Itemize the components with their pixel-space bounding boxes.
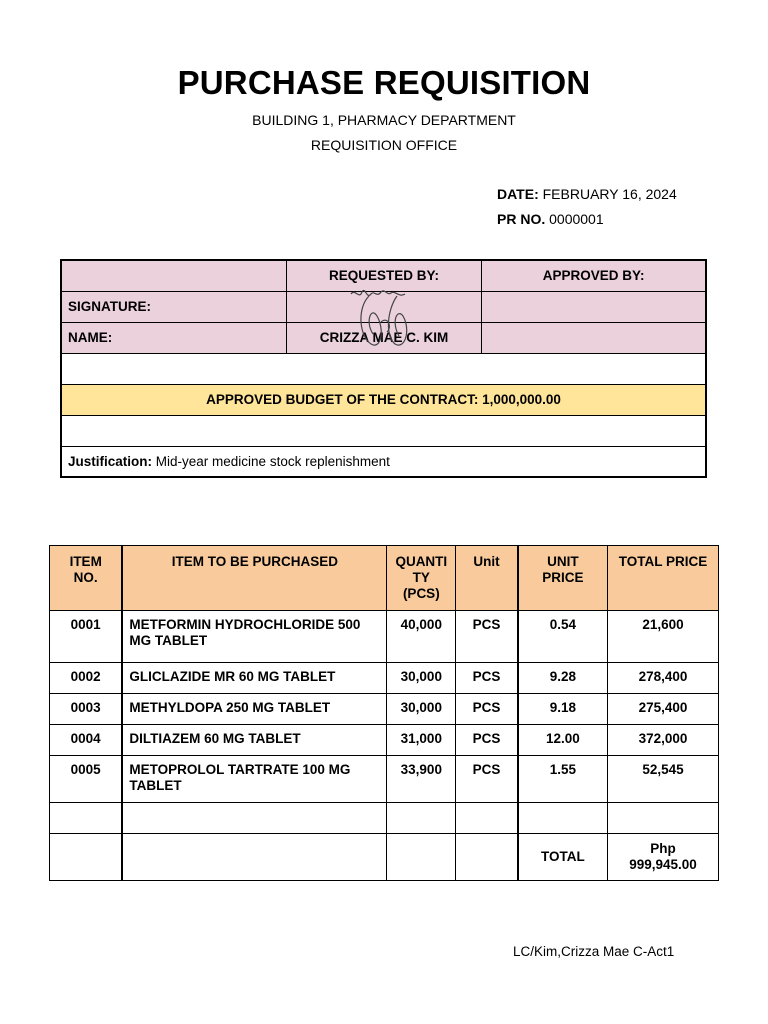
grand-total-cell bbox=[608, 834, 719, 881]
table-row bbox=[50, 725, 719, 756]
item-unit: PCS bbox=[456, 663, 518, 694]
item-no: 0001 bbox=[50, 611, 123, 663]
name-label: NAME: bbox=[61, 322, 286, 353]
date-value: FEBRUARY 16, 2024 bbox=[542, 186, 677, 202]
pr-value: 0000001 bbox=[549, 211, 604, 227]
item-unit: PCS bbox=[456, 694, 518, 725]
item-no: 0003 bbox=[50, 694, 123, 725]
department-subtitle: BUILDING 1, PHARMACY DEPARTMENT bbox=[252, 112, 516, 128]
empty-cell bbox=[122, 803, 386, 834]
header-item-no: ITEM NO. bbox=[50, 546, 123, 611]
item-unit-price: 0.54 bbox=[518, 611, 608, 663]
item-name: METOPROLOL TARTRATE 100 MG TABLET bbox=[122, 756, 386, 803]
empty-cell bbox=[50, 834, 123, 881]
justification-label: Justification: bbox=[68, 453, 153, 469]
spacer-row bbox=[61, 353, 706, 384]
requested-by-header: REQUESTED BY: bbox=[286, 260, 481, 291]
empty-cell bbox=[50, 803, 123, 834]
table-row bbox=[50, 663, 719, 694]
header-item-name: ITEM TO BE PURCHASED bbox=[122, 546, 386, 611]
table-row bbox=[50, 611, 719, 663]
total-row bbox=[50, 834, 719, 881]
spacer-cell bbox=[61, 353, 706, 384]
item-total: 278,400 bbox=[608, 663, 719, 694]
document-title: PURCHASE REQUISITION bbox=[177, 64, 591, 101]
item-total: 372,000 bbox=[608, 725, 719, 756]
item-name: DILTIAZEM 60 MG TABLET bbox=[122, 725, 386, 756]
total-label: TOTAL bbox=[518, 834, 608, 881]
office-subtitle: REQUISITION OFFICE bbox=[310, 137, 458, 153]
item-unit-price: 9.28 bbox=[518, 663, 608, 694]
header-total-price: TOTAL PRICE bbox=[608, 546, 719, 611]
item-unit: PCS bbox=[456, 611, 518, 663]
signature-label: SIGNATURE: bbox=[61, 291, 286, 322]
item-name: GLICLAZIDE MR 60 MG TABLET bbox=[122, 663, 386, 694]
justification-row bbox=[61, 446, 706, 477]
header-unit-price: UNIT PRICE bbox=[518, 546, 608, 611]
empty-cell bbox=[387, 803, 456, 834]
approval-corner-cell bbox=[61, 260, 286, 291]
name-row bbox=[61, 322, 706, 353]
item-no: 0002 bbox=[50, 663, 123, 694]
item-name: METFORMIN HYDROCHLORIDE 500 MG TABLET bbox=[122, 611, 386, 663]
empty-row bbox=[50, 803, 719, 834]
empty-cell bbox=[518, 803, 608, 834]
item-no: 0004 bbox=[50, 725, 123, 756]
header-quantity: QUANTI TY (PCS) bbox=[387, 546, 456, 611]
header-unit: Unit bbox=[456, 546, 518, 611]
item-qty: 31,000 bbox=[387, 725, 456, 756]
approver-signature-cell bbox=[482, 291, 706, 322]
approval-header-row bbox=[61, 260, 706, 291]
empty-cell bbox=[456, 803, 518, 834]
signature-row bbox=[61, 291, 706, 322]
item-qty: 33,900 bbox=[387, 756, 456, 803]
approved-budget: APPROVED BUDGET OF THE CONTRACT: 1,000,000.00 bbox=[61, 384, 706, 415]
pr-number-line bbox=[497, 211, 604, 227]
justification-cell bbox=[61, 446, 706, 477]
empty-cell bbox=[608, 803, 719, 834]
spacer-cell bbox=[61, 415, 706, 446]
date-label: DATE: bbox=[497, 186, 539, 202]
spacer-row bbox=[61, 415, 706, 446]
table-row bbox=[50, 694, 719, 725]
empty-cell bbox=[387, 834, 456, 881]
item-qty: 30,000 bbox=[387, 694, 456, 725]
requester-name: CRIZZA MAE C. KIM bbox=[286, 322, 481, 353]
date-line bbox=[497, 186, 677, 202]
approval-table bbox=[60, 259, 707, 478]
item-unit-price: 12.00 bbox=[518, 725, 608, 756]
approved-by-header: APPROVED BY: bbox=[482, 260, 706, 291]
items-table bbox=[49, 545, 719, 881]
grand-total-value: 999,945.00 bbox=[629, 857, 697, 872]
total-currency: Php bbox=[650, 841, 676, 856]
empty-cell bbox=[122, 834, 386, 881]
table-row bbox=[50, 756, 719, 803]
item-qty: 30,000 bbox=[387, 663, 456, 694]
item-total: 21,600 bbox=[608, 611, 719, 663]
item-unit: PCS bbox=[456, 725, 518, 756]
item-total: 275,400 bbox=[608, 694, 719, 725]
requester-signature-cell bbox=[286, 291, 481, 322]
item-unit: PCS bbox=[456, 756, 518, 803]
footer-reference: LC/Kim,Crizza Mae C-Act1 bbox=[513, 944, 675, 959]
item-unit-price: 9.18 bbox=[518, 694, 608, 725]
item-unit-price: 1.55 bbox=[518, 756, 608, 803]
budget-row bbox=[61, 384, 706, 415]
empty-cell bbox=[456, 834, 518, 881]
item-no: 0005 bbox=[50, 756, 123, 803]
justification-text: Mid-year medicine stock replenishment bbox=[155, 453, 390, 469]
item-name: METHYLDOPA 250 MG TABLET bbox=[122, 694, 386, 725]
item-qty: 40,000 bbox=[387, 611, 456, 663]
items-header-row bbox=[50, 546, 719, 611]
pr-label: PR NO. bbox=[497, 211, 546, 227]
item-total: 52,545 bbox=[608, 756, 719, 803]
approver-name bbox=[482, 322, 706, 353]
